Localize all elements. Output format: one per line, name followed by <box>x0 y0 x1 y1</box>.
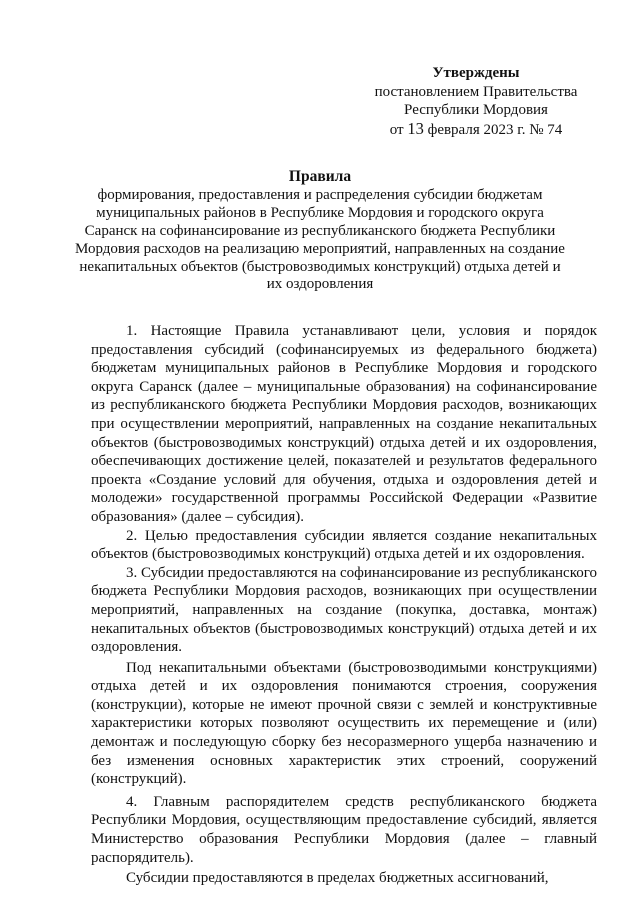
approval-day: 13 <box>407 118 424 138</box>
title-subtitle-line: некапитальных объектов (быстровозводимых конструкций) отдыха детей и <box>79 258 561 275</box>
paragraph-4-continuation: Субсидии предоставляются в пределах бюджетных ассигнований, <box>126 870 549 887</box>
approval-line-2: Республики Мордовия <box>404 102 548 118</box>
title-subtitle-line: Мордовия расходов на реализацию мероприятий, направленных на создание <box>75 240 565 257</box>
title-subtitle-line: Саранск на софинансирование из республиканского бюджета Республики <box>84 222 556 239</box>
approval-line-1: постановлением Правительства <box>374 83 578 100</box>
paragraph-2: 2. Целью предоставления субсидии является создание некапитальных объектов (быстровозводимых конструкций) отдыха детей и их оздоровления. <box>91 527 597 563</box>
paragraph-3: 3. Субсидии предоставляются на софинансирование из республиканского бюджета Республики Мордовия расходов, возникающих при осуществлении мероприятий, направленных на создание (покупка, доставка, монтаж) некапитальных объектов (быстровозводимых конструкций) отдыха детей и их оздоровления. <box>91 564 597 656</box>
approval-date-prefix: от <box>389 121 404 138</box>
title-subtitle-line: муниципальных районов в Республике Мордовия и городского округа <box>96 204 544 221</box>
approval-heading: Утверждены <box>432 65 520 81</box>
title-subtitle-line: формирования, предоставления и распределения субсидии бюджетам <box>97 186 543 203</box>
paragraph-1: 1. Настоящие Правила устанавливают цели, условия и порядок предоставления субсидий (софинансируемых из федерального бюджета) бюджетам муниципальных районов в Республике Мордовия и городского округа Саранск (далее – муниципальные образования) на софинансирование из республиканского бюджета Республики Мордовия расходов, возникающих при осуществлении мероприятий, направленных на создание некапитальных объектов (быстровозводимых конструкций) отдыха детей и их оздоровления, обеспечивающих достижение целей, показателей и результатов федерального проекта «Создание условий для обучения, отдыха и оздоровления детей и молодежи» государственной программы Российской Федерации «Развитие образования» (далее – субсидия). <box>91 323 597 525</box>
approval-stamp <box>356 64 596 139</box>
approval-date-suffix: февраля 2023 г. № 74 <box>427 121 563 138</box>
paragraph-4: 4. Главным распорядителем средств республиканского бюджета Республики Мордовия, осуществляющим предоставление субсидий, является Министерство образования Республики Мордовия (далее – главный распорядитель). <box>91 793 597 866</box>
document-title <box>70 168 570 294</box>
paragraph-3-definition: Под некапитальными объектами (быстровозводимыми конструкциями) отдыха детей и их оздоровления понимаются строения, сооружения (конструкции), которые не имеют прочной связи с землей и конструктивные характеристики которых позволяют осуществить их перемещение и (или) демонтаж и последующую сборку без несоразмерного ущерба назначению и без изменения основных характеристик этих строений, сооружений (конструкций). <box>91 659 597 788</box>
document-body <box>91 322 597 888</box>
approval-date <box>356 120 596 140</box>
title-subtitle-line: их оздоровления <box>266 276 374 293</box>
title-main: Правила <box>288 168 352 185</box>
